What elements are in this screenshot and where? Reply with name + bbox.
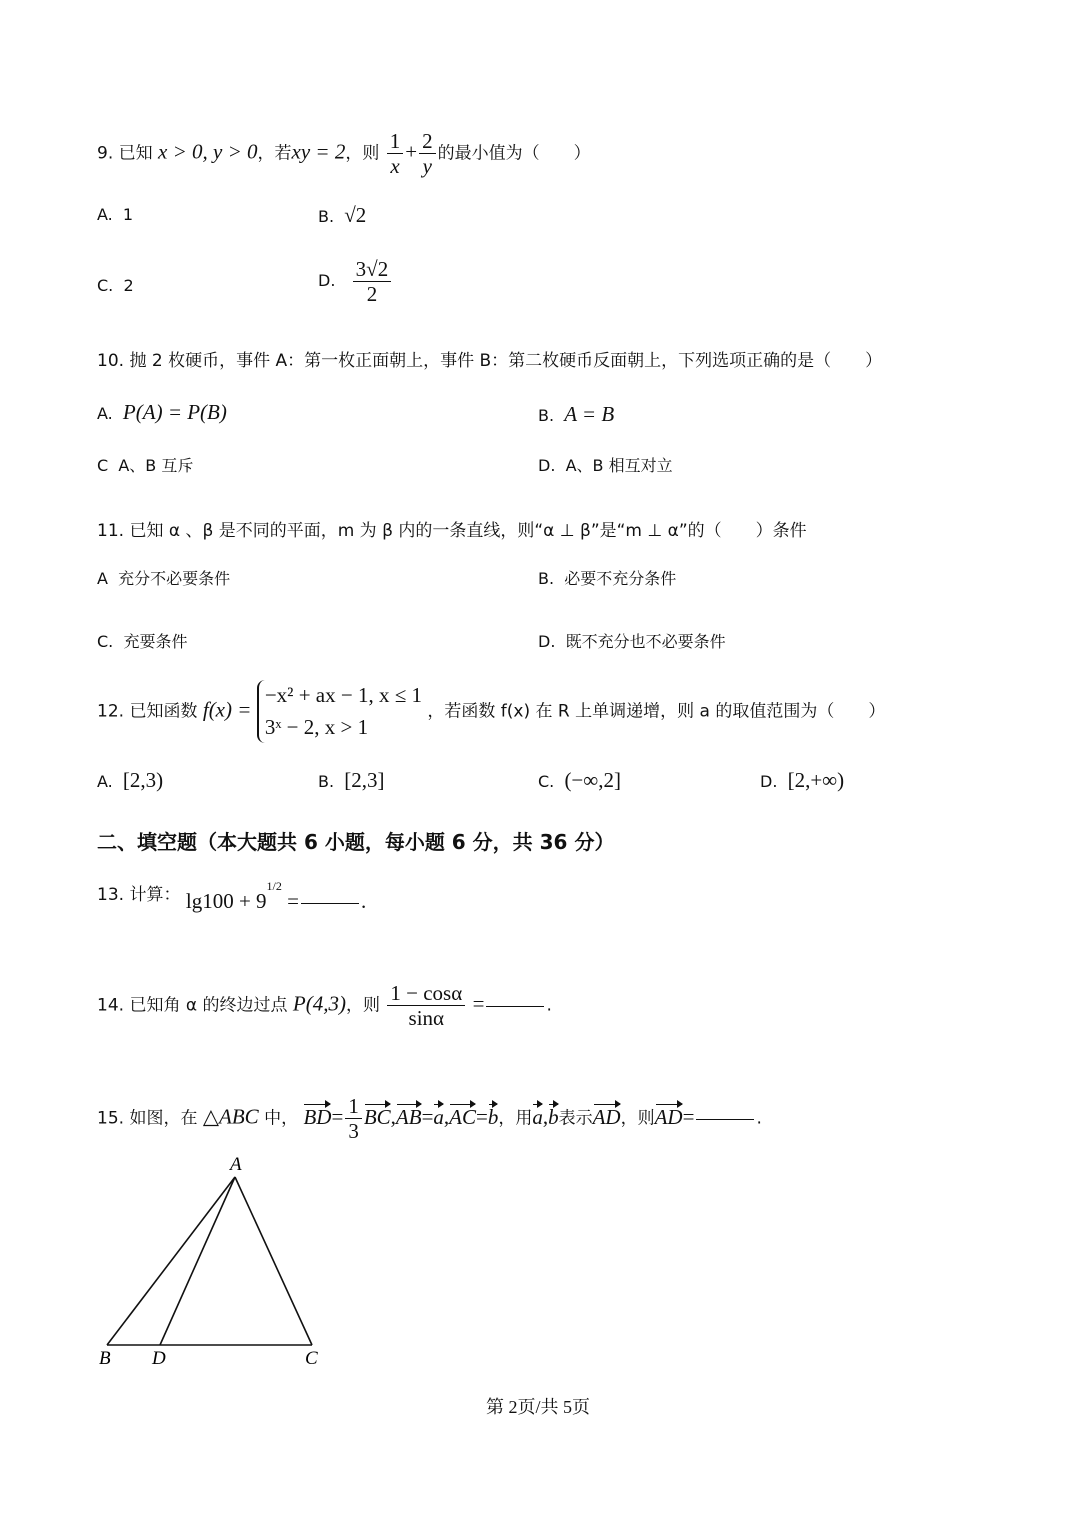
point-d-label: D bbox=[152, 1348, 166, 1369]
q15-stem: 15. 如图，在 △ABC 中， BD= $\frac{1}{3}$ BC,AB=a,AC=b，用a,b表示AD，则AD= . bbox=[97, 1094, 762, 1144]
q9-option-d: D. $\frac{3√2}{2}$ bbox=[318, 258, 393, 305]
q12-stem: 12. 已知函数 f(x) = −x² + ax − 1, x ≤ 1 3ˣ − 2, x > 1 ，若函数 f(x) 在 R 上单调递增，则 a 的取值范围为（ ） bbox=[97, 680, 885, 743]
q11-option-b: B. 必要不充分条件 bbox=[538, 569, 677, 588]
vertex-c-label: C bbox=[305, 1348, 318, 1369]
page-footer: 第 2页/共 5页 bbox=[486, 1397, 591, 1417]
q10-option-a: A. P(A) = P(B) bbox=[97, 400, 227, 424]
q12-piecewise: −x² + ax − 1, x ≤ 1 3ˣ − 2, x > 1 bbox=[257, 680, 422, 743]
q12-option-a: A. [2,3) bbox=[97, 768, 164, 792]
q9-stem: 9. 已知 x > 0, y > 0，若xy = 2，则 $\frac{1}{x}$ + $\frac{2}{y}$ 的最小值为（ ） bbox=[97, 129, 591, 179]
q13-stem: 13. 计算： $\lg 100 + 9^{1/2}$ = . bbox=[97, 879, 367, 913]
section-title: 二、填空题（本大题共 6 小题，每小题 6 分，共 36 分） bbox=[97, 830, 615, 854]
q9-option-b: B. √2 bbox=[318, 203, 367, 227]
q9-frac1: $\frac{1}{x}$ bbox=[387, 130, 404, 177]
q12-option-c: C. (−∞,2] bbox=[538, 768, 621, 792]
vertex-a-label: A bbox=[230, 1154, 242, 1175]
q9-option-c: C. 2 bbox=[97, 276, 134, 295]
q11-option-d: D. 既不充分也不必要条件 bbox=[538, 632, 726, 651]
q10-option-d: D. A、B 相互对立 bbox=[538, 456, 673, 475]
q9-frac2: $\frac{2}{y}$ bbox=[419, 130, 436, 177]
q10-option-b: B. A = B bbox=[538, 402, 615, 426]
q12-option-b: B. [2,3] bbox=[318, 768, 385, 792]
side-ac bbox=[235, 1177, 312, 1345]
q11-option-a: A 充分不必要条件 bbox=[97, 569, 231, 588]
q14-stem: 14. 已知角 α 的终边过点 P(4,3)，则 $\frac{1 - \cos\alpha}{\sin\alpha}$ = . bbox=[97, 981, 552, 1031]
triangle-figure bbox=[90, 1150, 340, 1375]
q10-option-c: C A、B 互斥 bbox=[97, 456, 194, 475]
q9-option-a: A. 1 bbox=[97, 205, 134, 224]
q11-stem: 11. 已知 α 、β 是不同的平面，m 为 β 内的一条直线，则“α ⊥ β”是“m ⊥ α”的（ ）条件 bbox=[97, 521, 807, 541]
q11-option-c: C. 充要条件 bbox=[97, 632, 188, 651]
q12-option-d: D. [2,+∞) bbox=[760, 768, 845, 792]
vertex-b-label: B bbox=[99, 1348, 111, 1369]
q9-number: 9. bbox=[97, 143, 114, 164]
q10-stem: 10. 抛 2 枚硬币，事件 A：第一枚正面朝上，事件 B：第二枚硬币反面朝上，下列选项正确的是（ ） bbox=[97, 351, 883, 371]
